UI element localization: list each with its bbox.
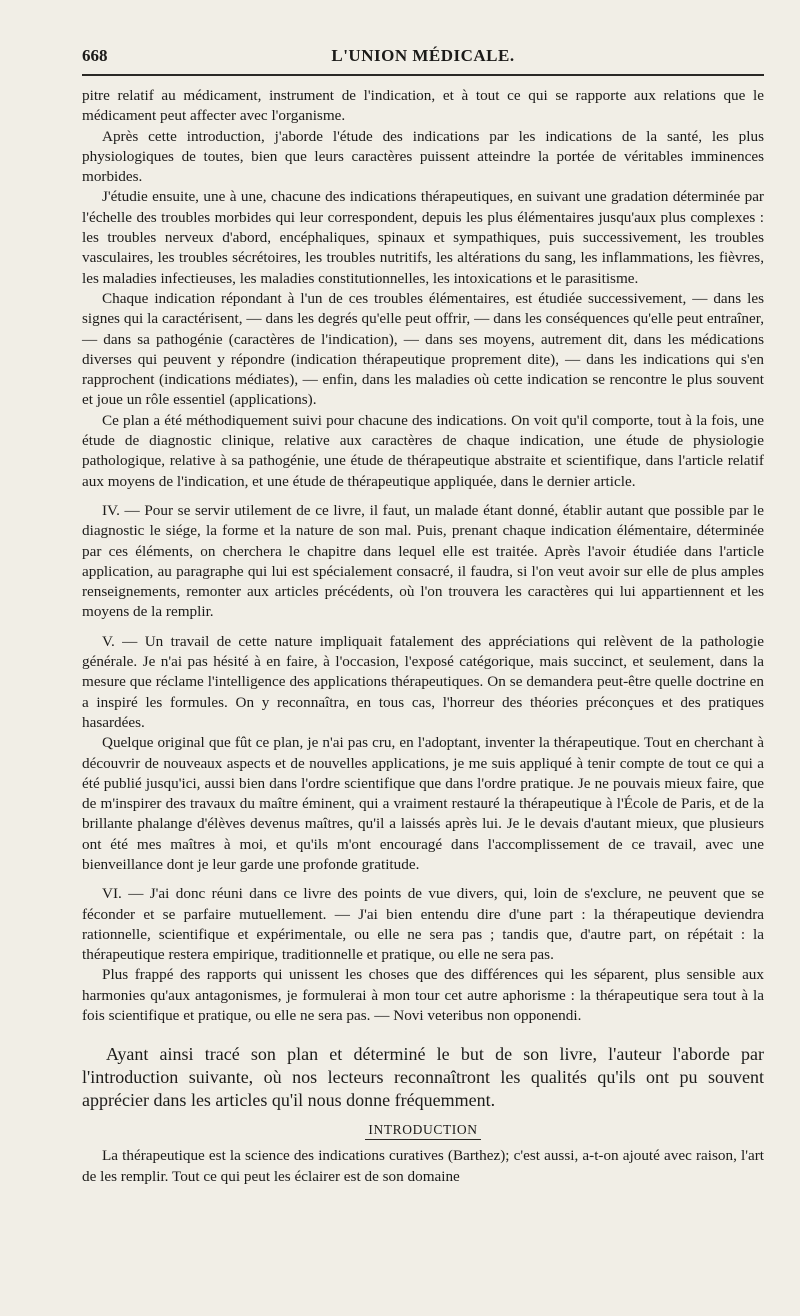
introduction-heading: INTRODUCTION: [365, 1122, 480, 1140]
paragraph: Ce plan a été méthodiquement suivi pour chacune des indications. On voit qu'il comporte, tout à la fois, une étude de diagnostic clinique, relative aux caractères de chaque indication, une étude de physiologie pathologique, relative à sa pathogénie, une étude de thérapeutique abstraite et scientifique, dans l'article relatif aux moyens de l'indication, et une étude de thérapeutique appliquée, dans le dernier article.: [82, 411, 764, 490]
journal-title: L'UNION MÉDICALE.: [331, 46, 515, 65]
paragraph: Chaque indication répondant à l'un de ces troubles élémentaires, est étudiée successivement, — dans les signes qui la caractérisent, — dans les degrés qu'elle peut offrir, — dans les conséquences qu'elle peut entraîner, — dans sa pathogénie (caractères de l'indication), — dans ses moyens, autrement dit, dans les médications diverses qui peuvent y répondre (indication thérapeutique proprement dite), — dans les indications qui s'en rapprochent (indications médiates), — enfin, dans les maladies où cette indication se rencontre le plus souvent et joue un rôle essentiel (applications).: [82, 289, 764, 409]
paragraph: Après cette introduction, j'aborde l'étude des indications par les indications de la santé, les plus physiologiques de toutes, bien que leurs caractères puissent atteindre la portée de véritables imminences morbides.: [82, 127, 764, 186]
introduction-paragraph: La thérapeutique est la science des indications curatives (Barthez); c'est aussi, a-t-on ajouté avec raison, l'art de les remplir. Tout ce qui peut les éclairer est de son domaine: [82, 1147, 764, 1185]
running-header: [82, 38, 764, 72]
article-body: [82, 86, 764, 1026]
page-number: 668: [82, 46, 108, 65]
document-page: [82, 38, 764, 1187]
paragraph-section-iv: IV. — Pour se servir utilement de ce livre, il faut, un malade étant donné, établir autant que possible par le diagnostic le siége, la forme et la nature de son mal. Puis, prenant chaque indication élémentaire, déterminée par ces éléments, on cherchera le chapitre dans lequel elle est traitée. Après l'avoir étudiée dans l'article application, au paragraphe qui lui est spécialement consacré, il faudra, si l'on veut avoir sur elle de plus amples renseignements, remonter aux articles précédents, où l'on trouvera les caractères qui lui appartiennent et les moyens de la remplir.: [82, 501, 764, 621]
header-rule: [82, 74, 764, 76]
introduction-section: [82, 1146, 764, 1187]
editor-closing-note: [82, 1043, 764, 1112]
paragraph: J'étudie ensuite, une à une, chacune des indications thérapeutiques, en suivant une gradation déterminée par l'échelle des troubles morbides qui leur correspondent, depuis les plus élémentaires jusqu'aux plus complexes : les troubles nerveux d'abord, encéphaliques, spinaux et sympathiques, puis successivement, les troubles vasculaires, les troubles sécrétoires, les troubles nutritifs, les altérations du sang, les inflammations, les fièvres, les maladies infectieuses, les maladies constitutionnelles, les intoxications et le parasitisme.: [82, 188, 764, 287]
paragraph-section-v: V. — Un travail de cette nature impliquait fatalement des appréciations qui relèvent de la pathologie générale. Je n'ai pas hésité à en faire, à l'occasion, l'exposé catégorique, mais succinct, et seulement, dans la mesure que réclame l'intelligence des applications thérapeutiques. On se demandera peut-être quelle doctrine en a inspiré les formules. On y reconnaîtra, en tous cas, l'horreur des théories préconçues et des pratiques hasardées.: [82, 632, 764, 731]
section-heading: [82, 1122, 764, 1140]
paragraph-section-vi: VI. — J'ai donc réuni dans ce livre des points de vue divers, qui, loin de s'exclure, ne peuvent que se féconder et se parfaire mutuellement. — J'ai bien entendu dire d'une part : la thérapeutique deviendra rationnelle, scientifique et expérimentale, ou elle ne sera pas ; tandis que, d'autre part, on répétait : la thérapeutique restera empirique, traditionnelle et pratique, ou elle ne sera pas.: [82, 885, 764, 964]
paragraph-continuation: pitre relatif au médicament, instrument de l'indication, et à tout ce qui se rapporte aux relations que le médicament peut affecter avec l'organisme.: [82, 87, 764, 125]
paragraph: Quelque original que fût ce plan, je n'ai pas cru, en l'adoptant, inventer la thérapeutique. Tout en cherchant à découvrir de nouveaux aspects et de nouvelles applications, je me suis appliqué à tenir compte de tout ce qui a été publié jusqu'ici, aussi bien dans l'ordre scientifique que dans l'ordre pratique. Je ne pouvais mieux faire, que de m'inspirer des travaux du maître éminent, qui a vraiment restauré la thérapeutique à l'École de Paris, et de la brillante phalange d'élèves devenus maîtres, qu'il a laissés après lui. Je le devais d'autant mieux, que plusieurs ont été mes maîtres à moi, et qu'ils m'ont encouragé dans l'accomplissement de ce travail, avec une bienveillance dont je leur garde une profonde gratitude.: [82, 734, 764, 873]
paragraph: Plus frappé des rapports qui unissent les choses que des différences qui les séparent, plus sensible aux harmonies qu'aux antagonismes, je formulerai à mon tour cet autre aphorisme : la thérapeutique sera tout à la fois scientifique et pratique, ou elle ne sera pas. — Novi veteribus non opponendi.: [82, 966, 764, 1025]
closing-paragraph: Ayant ainsi tracé son plan et déterminé le but de son livre, l'auteur l'aborde par l'introduction suivante, où nos lecteurs reconnaîtront les qualités qu'ils ont pu souvent apprécier dans les articles qu'il nous donne fréquemment.: [82, 1044, 764, 1111]
